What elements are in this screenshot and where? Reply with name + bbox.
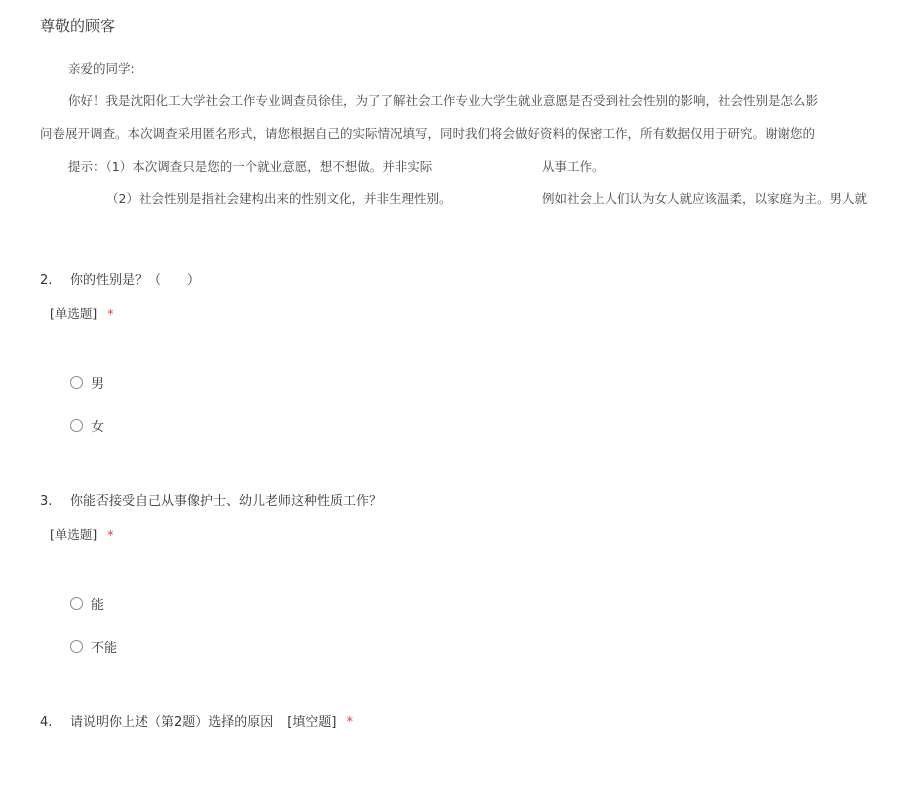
question-type-label: [单选题] bbox=[50, 527, 98, 542]
required-marker: * bbox=[107, 527, 114, 542]
question-text: 你的性别是？（ ） bbox=[70, 273, 201, 288]
intro-paragraph-line-1: 你好！我是沈阳化工大学社会工作专业调查员徐佳，为了了解社会工作专业大学生就业意愿是否受到社会性别的影响，社会性别是怎么影 bbox=[68, 93, 819, 108]
intro-paragraph-line-2: 问卷展开调查。本次调查采用匿名形式，请您根据自己的实际情况填写，同时我们将会做好资料的保密工作，所有数据仅用于研究。谢谢您的 bbox=[40, 126, 816, 141]
question-3-type bbox=[50, 525, 114, 543]
question-type-label: [单选题] bbox=[50, 306, 98, 321]
radio-icon[interactable] bbox=[70, 597, 83, 610]
radio-icon[interactable] bbox=[70, 419, 83, 432]
option-male[interactable] bbox=[70, 373, 104, 391]
option-female[interactable] bbox=[70, 416, 104, 434]
intro-tip-1: 提示：（1）本次调查只是您的一个就业意愿，想不想做。并非实际 bbox=[68, 159, 433, 174]
question-number: 3. bbox=[40, 494, 53, 509]
intro-tip-2: （2）社会性别是指社会建构出来的性别文化，并非生理性别。 bbox=[106, 191, 452, 206]
option-label: 不能 bbox=[91, 640, 118, 656]
radio-icon[interactable] bbox=[70, 640, 83, 653]
intro-tip-1-continued: 从事工作。 bbox=[542, 159, 605, 174]
question-2-title bbox=[40, 269, 200, 288]
question-2-type bbox=[50, 304, 114, 322]
question-text: 你能否接受自己从事像护士、幼儿老师这种性质工作？ bbox=[70, 494, 383, 509]
question-4-title bbox=[40, 711, 353, 730]
required-marker: * bbox=[346, 715, 353, 730]
option-no[interactable] bbox=[70, 637, 117, 655]
intro-tip-2-continued: 例如社会上人们认为女人就应该温柔，以家庭为主。男人就 bbox=[542, 191, 868, 206]
required-marker: * bbox=[107, 306, 114, 321]
intro-greeting: 亲爱的同学: bbox=[68, 61, 135, 76]
option-label: 男 bbox=[91, 376, 105, 392]
question-number: 4. bbox=[40, 715, 53, 730]
question-number: 2. bbox=[40, 273, 53, 288]
option-label: 女 bbox=[91, 419, 105, 435]
page-title: 尊敬的顾客 bbox=[40, 17, 116, 35]
question-3-title bbox=[40, 490, 382, 509]
question-text: 请说明你上述（第2题）选择的原因 bbox=[70, 715, 274, 730]
radio-icon[interactable] bbox=[70, 376, 83, 389]
question-type-label: [填空题] bbox=[287, 715, 337, 730]
option-label: 能 bbox=[91, 597, 105, 613]
option-yes[interactable] bbox=[70, 594, 104, 612]
